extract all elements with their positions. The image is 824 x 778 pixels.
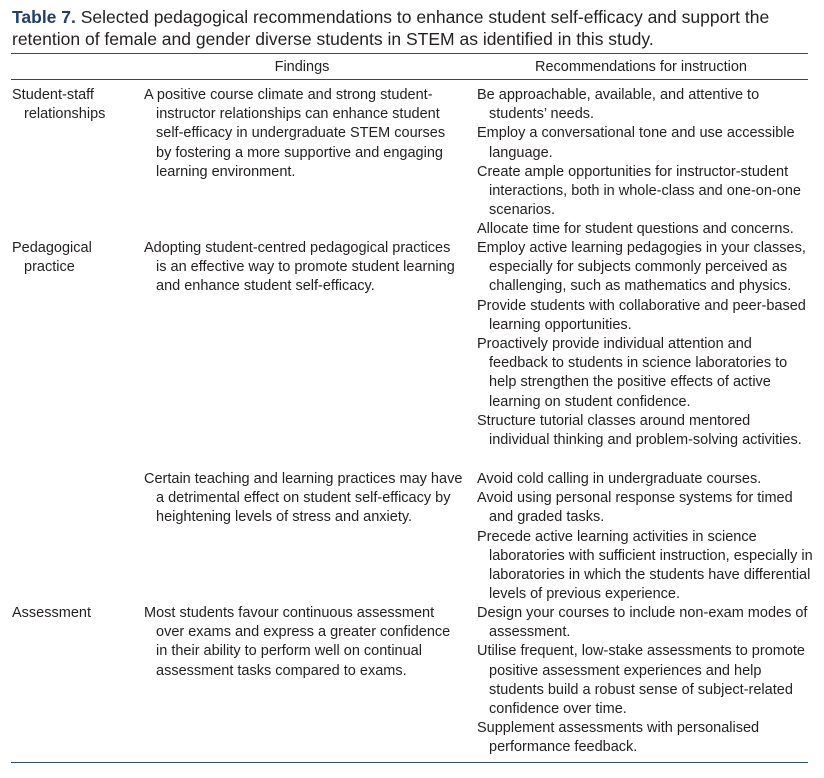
top-rule [11,53,808,54]
recommendations-cell [477,604,813,758]
recommendation-item: Utilise frequent, low-stake assessments to promote positive assessment experiences and help students build a robust sense of subject-related confidence over time. [477,643,805,718]
category-cell [12,604,134,623]
recommendation-item: Precede active learning activities in science laboratories with sufficient instruction, especially in laboratories in which the students have differential levels of previous experience. [477,528,813,603]
finding-cell [144,604,464,681]
recommendations-cell [477,86,813,240]
recommendation-item: Create ample opportunities for instructor-student interactions, both in whole-class and one-on-one scenarios. [477,163,801,219]
recommendation-item: Avoid cold calling in undergraduate courses. [477,471,762,487]
recommendation-item: Structure tutorial classes around mentored individual thinking and problem-solving activities. [477,412,802,449]
category-label: Assessment [12,605,91,621]
category-label: Pedagogical practice [12,240,92,276]
finding-cell [144,239,464,297]
finding-text: Certain teaching and learning practices may have a detrimental effect on student self-efficacy by heightening levels of stress and anxiety. [144,471,463,526]
recommendation-item: Provide students with collaborative and peer-based learning opportunities. [477,297,806,333]
finding-cell [144,86,464,182]
column-header-recommendations: Recommendations for instruction [535,59,747,75]
finding-text: A positive course climate and strong student-instructor relationships can enhance student self-efficacy in undergraduate STEM courses by fostering a more supportive and engaging learning environment. [144,87,446,180]
category-label: Student-staff relationships [12,87,106,123]
recommendations-cell [477,239,813,450]
finding-text: Most students favour continuous assessment over exams and express a greater confidence in their ability to perform well on continual assessment tasks compared to exams. [144,605,451,679]
recommendation-item: Supplement assessments with personalised performance feedback. [477,720,760,756]
table-label: Table 7. [12,7,76,27]
column-header-findings: Findings [274,59,330,75]
recommendation-item: Employ active learning pedagogies in your classes, especially for subjects commonly perceived as challenging, such as mathematics and physics. [477,240,806,295]
header-rule [11,79,808,80]
finding-cell [144,470,464,528]
recommendation-item: Avoid using personal response systems for timed and graded tasks. [477,490,793,526]
category-cell [12,86,134,124]
category-cell [12,239,134,277]
table-title: Selected pedagogical recommendations to enhance student self-efficacy and support the retention of female and gender diverse students in STEM as identified in this study. [12,7,770,49]
table-caption [12,6,812,50]
recommendation-item: Employ a conversational tone and use accessible language. [477,125,795,161]
recommendation-item: Proactively provide individual attention and feedback to students in science laboratories to help strengthen the positive effects of active learning on student confidence. [477,336,788,410]
recommendation-item: Be approachable, available, and attentive to students’ needs. [477,87,760,123]
finding-text: Adopting student-centred pedagogical practices is an effective way to promote student learning and enhance student self-efficacy. [144,240,455,295]
recommendation-item: Allocate time for student questions and concerns. [477,221,794,238]
recommendation-item: Design your courses to include non-exam modes of assessment. [477,605,808,641]
recommendations-cell [477,470,813,604]
bottom-rule [11,762,808,763]
